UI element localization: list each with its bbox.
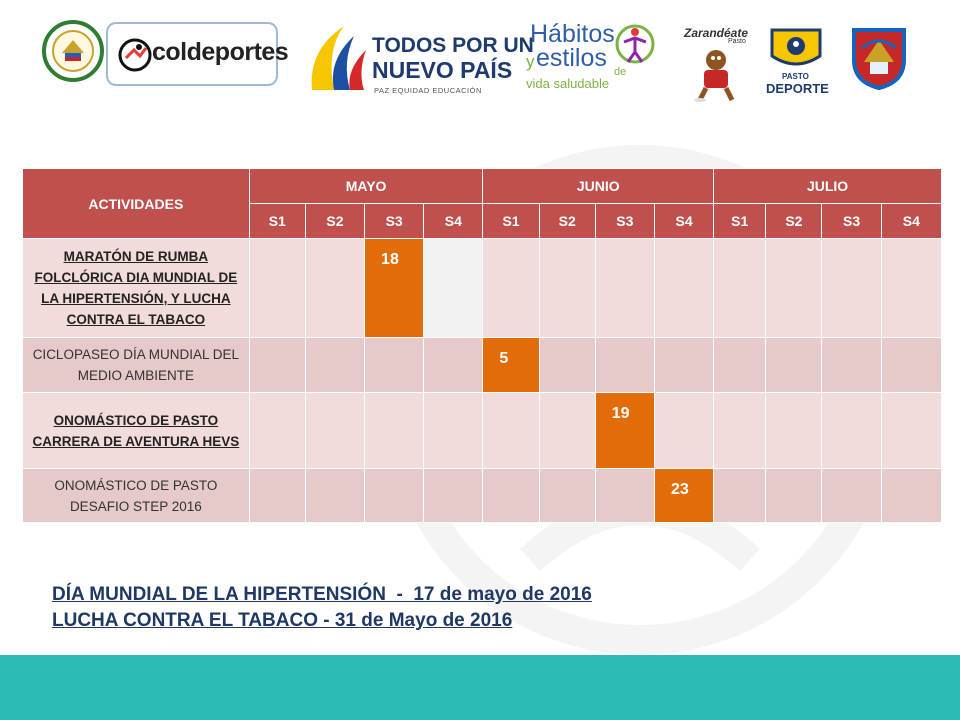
week-header: S4 xyxy=(654,204,713,239)
todos-line1: TODOS POR UN xyxy=(372,34,534,57)
event-date-marker: 23 xyxy=(654,469,713,523)
week-cell xyxy=(483,239,539,338)
activity-cell: MARATÓN DE RUMBA FOLCLÓRICA DIA MUNDIAL DE LA HIPERTENSIÓN, Y LUCHA CONTRA EL TABACO xyxy=(23,239,250,338)
observance-notes xyxy=(52,582,592,634)
habitos-line2: estilos xyxy=(536,44,607,72)
table-row xyxy=(23,338,942,393)
week-header: S3 xyxy=(365,204,424,239)
week-cell xyxy=(365,338,424,393)
week-cell xyxy=(424,469,483,523)
todos-line3: PAZ EQUIDAD EDUCACIÓN xyxy=(374,86,482,95)
habitos-saludables-logo xyxy=(522,18,660,94)
hypertension-day-note: DÍA MUNDIAL DE LA HIPERTENSIÓN - 17 de mayo de 2016 xyxy=(52,584,592,605)
week-header: S4 xyxy=(424,204,483,239)
week-cell xyxy=(539,338,595,393)
table-row xyxy=(23,239,942,338)
week-cell xyxy=(714,393,766,469)
activity-cell: ONOMÁSTICO DE PASTO DESAFIO STEP 2016 xyxy=(23,469,250,523)
logo-strip xyxy=(0,0,960,120)
week-cell xyxy=(822,239,881,338)
no-tobacco-day-note: LUCHA CONTRA EL TABACO - 31 de Mayo de 2016 xyxy=(52,610,513,631)
week-cell xyxy=(766,393,822,469)
week-cell xyxy=(539,239,595,338)
week-header: S1 xyxy=(714,204,766,239)
week-cell xyxy=(595,239,654,338)
week-header: S1 xyxy=(249,204,305,239)
activity-cell: ONOMÁSTICO DE PASTO CARRERA DE AVENTURA HEVS xyxy=(23,393,250,469)
event-date-marker: 5 xyxy=(483,338,539,393)
colombia-flag-swoosh-icon xyxy=(304,20,370,96)
week-cell xyxy=(714,239,766,338)
activities-header: ACTIVIDADES xyxy=(23,169,250,239)
week-header: S2 xyxy=(766,204,822,239)
event-date-marker: 19 xyxy=(595,393,654,469)
week-cell xyxy=(249,469,305,523)
week-cell xyxy=(249,338,305,393)
week-cell xyxy=(595,469,654,523)
pasto-line1: PASTO xyxy=(782,72,809,81)
week-cell xyxy=(766,338,822,393)
week-cell xyxy=(654,338,713,393)
habitos-de: de xyxy=(614,66,627,78)
week-cell xyxy=(249,239,305,338)
habitos-line3: vida saludable xyxy=(526,76,610,91)
coldeportes-logo xyxy=(106,22,289,86)
week-cell xyxy=(654,393,713,469)
week-header: S2 xyxy=(305,204,364,239)
coldeportes-wordmark: coldeportes xyxy=(152,38,289,66)
pasto-deporte-logo xyxy=(762,26,830,96)
week-cell xyxy=(305,393,364,469)
table-row xyxy=(23,469,942,523)
week-cell xyxy=(305,338,364,393)
footer-color-bar xyxy=(0,655,960,720)
pasto-deporte-emblem-icon xyxy=(766,26,826,70)
todos-line2: NUEVO PAÍS xyxy=(372,57,513,83)
coldeportes-emblem-icon xyxy=(118,38,152,72)
activity-schedule-table xyxy=(22,168,942,523)
habitos-y: y xyxy=(526,52,535,71)
month-may-header: MAYO xyxy=(249,169,483,204)
week-cell xyxy=(424,338,483,393)
week-cell xyxy=(881,469,941,523)
table-row xyxy=(23,393,942,469)
activity-cell: CICLOPASEO DÍA MUNDIAL DEL MEDIO AMBIENTE xyxy=(23,338,250,393)
week-cell xyxy=(881,239,941,338)
zarandeate-pasto-logo xyxy=(680,26,756,102)
week-header: S3 xyxy=(595,204,654,239)
todos-por-un-nuevo-pais-logo xyxy=(304,14,534,100)
week-header: S3 xyxy=(822,204,881,239)
colombia-seal-logo xyxy=(42,20,104,82)
week-cell xyxy=(654,239,713,338)
week-cell xyxy=(766,239,822,338)
week-cell xyxy=(365,469,424,523)
week-cell xyxy=(881,338,941,393)
month-july-header: JULIO xyxy=(714,169,942,204)
event-date-marker: 18 xyxy=(365,239,424,338)
week-cell xyxy=(424,239,483,338)
week-cell xyxy=(424,393,483,469)
week-header: S2 xyxy=(539,204,595,239)
week-cell xyxy=(595,338,654,393)
week-cell xyxy=(714,338,766,393)
zarandeate-line1: Zarandéate xyxy=(684,26,749,40)
week-cell xyxy=(305,469,364,523)
week-cell xyxy=(881,393,941,469)
week-cell xyxy=(822,469,881,523)
week-cell xyxy=(483,469,539,523)
week-cell xyxy=(249,393,305,469)
week-cell xyxy=(766,469,822,523)
week-cell xyxy=(714,469,766,523)
week-cell xyxy=(305,239,364,338)
zarandeate-line2: Pasto xyxy=(728,38,746,45)
habitos-line1: Hábitos xyxy=(530,20,615,48)
week-cell xyxy=(365,393,424,469)
week-cell xyxy=(822,338,881,393)
week-cell xyxy=(822,393,881,469)
month-june-header: JUNIO xyxy=(483,169,714,204)
week-header: S4 xyxy=(881,204,941,239)
week-header: S1 xyxy=(483,204,539,239)
week-cell xyxy=(539,469,595,523)
month-header-row xyxy=(23,169,942,204)
pasto-coat-of-arms-logo xyxy=(848,26,910,90)
week-cell xyxy=(539,393,595,469)
pasto-line2: DEPORTE xyxy=(766,81,829,96)
healthy-person-icon xyxy=(614,20,656,70)
week-cell xyxy=(483,393,539,469)
mascot-icon xyxy=(688,46,744,102)
